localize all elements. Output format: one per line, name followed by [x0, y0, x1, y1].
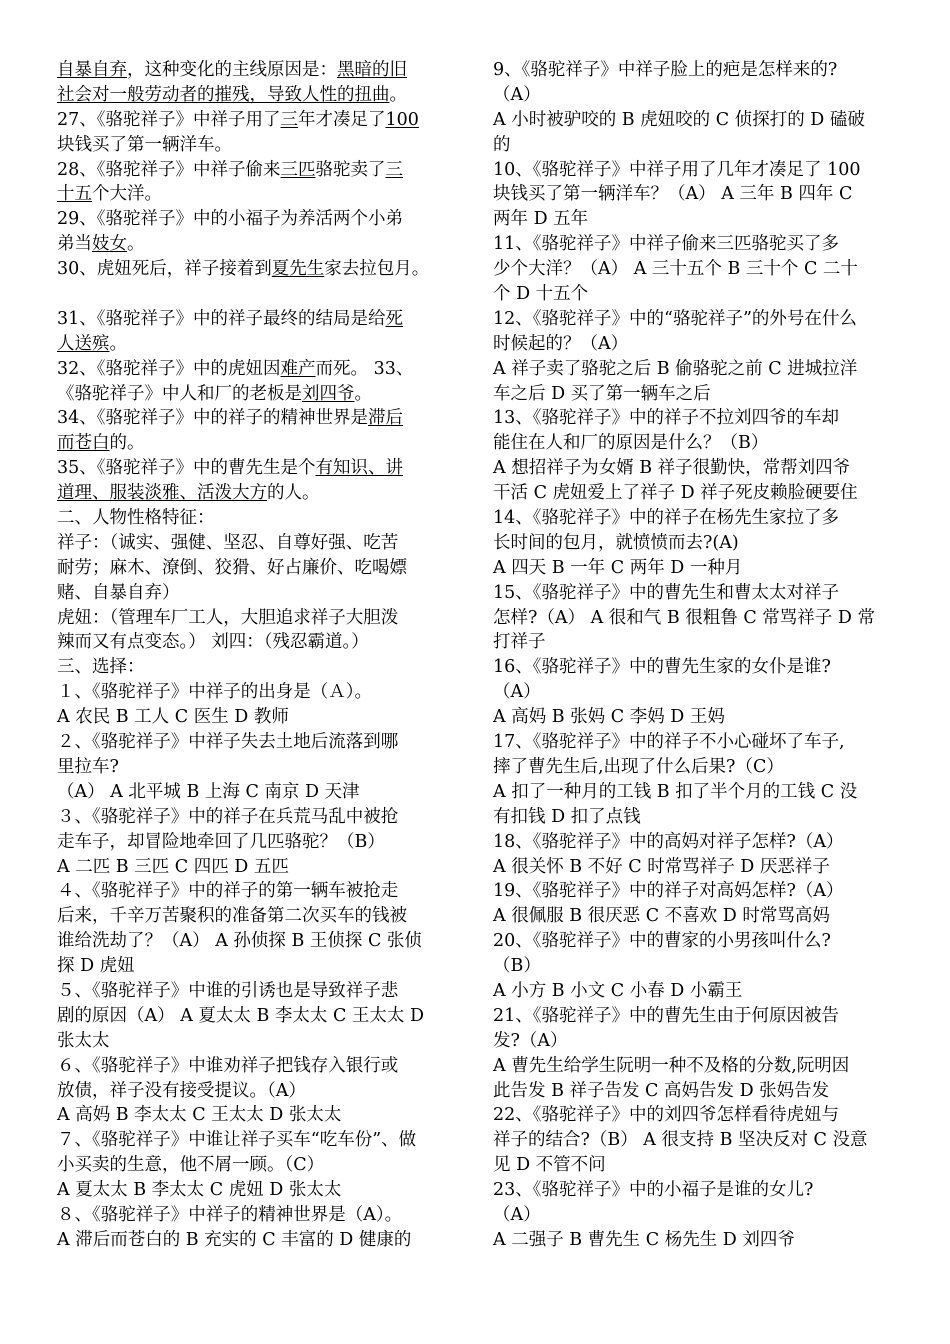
text-segment: 耐劳；麻木、潦倒、狡猾、好占廉价、吃喝嫖 [57, 557, 407, 578]
text-segment: 21、《骆驼祥子》中的曹先生由于何原因被告 [493, 1005, 840, 1026]
text-segment: ２、《骆驼祥子》中祥子失去土地后流落到哪 [57, 732, 399, 753]
text-segment: 。 [127, 234, 145, 255]
text-segment: 22、《骆驼祥子》中的刘四爷怎样看待虎妞与 [493, 1105, 840, 1126]
text-line [493, 58, 898, 83]
text-segment: 赌、自暴自弃） [57, 582, 180, 603]
text-segment: A 小方 B 小文 C 小春 D 小霸王 [493, 980, 743, 1001]
text-line [493, 904, 898, 929]
text-line [57, 1079, 462, 1104]
text-segment: （A） [493, 1204, 541, 1225]
underlined-answer: 100 [385, 109, 419, 130]
text-segment: 摔了曹先生后,出现了什么后果?（C） [493, 756, 784, 777]
right-column [493, 58, 898, 1253]
text-line [57, 830, 462, 855]
text-line [493, 108, 898, 133]
text-line [493, 406, 898, 431]
underlined-answer: 刘四爷 [302, 383, 355, 404]
text-line [57, 531, 462, 556]
text-segment: 少个大洋？（A） A 三十五个 B 三十个 C 二十 [493, 259, 858, 280]
text-segment: 二、人物性格特征： [57, 508, 215, 529]
text-line [57, 1004, 462, 1029]
text-segment: （A） A 北平城 B 上海 C 南京 D 天津 [57, 781, 360, 802]
underlined-answer: 社会对一般劳动者的摧残，导致人性的扭曲 [57, 84, 390, 105]
text-line [493, 805, 898, 830]
text-line [57, 431, 462, 456]
text-line [57, 506, 462, 531]
text-segment: 35、《骆驼祥子》中的曹先生是个 [57, 458, 316, 479]
text-line [493, 630, 898, 655]
text-line [493, 182, 898, 207]
text-segment: 走车子，却冒险地牵回了几匹骆驼？（B） [57, 831, 385, 852]
text-line [57, 282, 462, 307]
text-segment: ６、《骆驼祥子》中谁劝祥子把钱存入银行或 [57, 1055, 399, 1076]
text-line [493, 307, 898, 332]
text-segment: 有扣钱 D 扣了点钱 [493, 806, 641, 827]
text-segment: 车之后 D 买了第一辆车之后 [493, 383, 711, 404]
text-segment: 虎妞：（管理车厂工人，大胆追求祥子大胆泼 [57, 607, 399, 628]
text-line [57, 257, 462, 282]
text-line [57, 83, 462, 108]
text-segment: 14、《骆驼祥子》中的祥子在杨先生家拉了多 [493, 508, 840, 529]
underlined-answer: 妓女 [92, 234, 127, 255]
text-line [57, 1178, 462, 1203]
text-segment: 骆驼卖了 [315, 159, 386, 180]
text-line [493, 1103, 898, 1128]
left-column [57, 58, 462, 1253]
text-line [493, 1203, 898, 1228]
text-segment: A 扣了一种月的工钱 B 扣了半个月的工钱 C 没 [493, 781, 858, 802]
text-line [57, 879, 462, 904]
text-segment: A 想招祥子为女婿 B 祥子很勤快，常帮刘四爷 [493, 458, 851, 479]
text-segment: 。 [109, 333, 127, 354]
text-segment: 此告发 B 祥子告发 C 高妈告发 D 张妈告发 [493, 1080, 830, 1101]
text-line [493, 780, 898, 805]
text-line [57, 929, 462, 954]
text-segment: 后来，千辛万苦聚积的准备第二次买车的钱被 [57, 906, 407, 927]
text-segment: A 很佩服 B 很厌恶 C 不喜欢 D 时常骂高妈 [493, 906, 830, 927]
text-segment: 块钱买了第一辆洋车？（A） A 三年 B 四年 C [493, 184, 853, 205]
text-segment: A 高妈 B 李太太 C 王太太 D 张太太 [57, 1105, 342, 1126]
underlined-answer: 夏先生 [271, 259, 325, 280]
text-line [57, 730, 462, 755]
text-line [493, 655, 898, 680]
text-line [493, 357, 898, 382]
text-line [57, 954, 462, 979]
text-segment: 怎样?（A） A 很和气 B 很粗鲁 C 常骂祥子 D 常 [493, 607, 875, 628]
text-line [57, 705, 462, 730]
text-segment: 干活 C 虎妞爱上了祥子 D 祥子死皮赖脸硬要住 [493, 483, 858, 504]
text-line [493, 232, 898, 257]
text-segment: ４、《骆驼祥子》中的祥子的第一辆车被抢走 [57, 881, 399, 902]
text-segment: A 曹先生给学生阮明一种不及格的分数,阮明因 [493, 1055, 850, 1076]
text-line [57, 357, 462, 382]
text-line [493, 158, 898, 183]
underlined-answer: 十五 [57, 184, 92, 205]
text-segment: 10、《骆驼祥子》中祥子用了几年才凑足了 100 [493, 159, 861, 180]
text-segment: 《骆驼祥子》中人和厂的老板是 [57, 383, 302, 404]
text-segment: 32、《骆驼祥子》中的虎妞因 [57, 358, 281, 379]
text-line [57, 581, 462, 606]
text-segment: 19、《骆驼祥子》中的祥子对高妈怎样?（A） [493, 881, 844, 902]
text-segment: A 小时被驴咬的 B 虎妞咬的 C 侦探打的 D 磕破 [493, 109, 865, 130]
text-segment: ８、《骆驼祥子》中祥子的精神世界是（A）。 [57, 1204, 403, 1225]
text-line [493, 556, 898, 581]
text-line [57, 456, 462, 481]
underlined-answer: 道理、服装淡雅、活泼大方 [57, 483, 267, 504]
text-segment: A 农民 B 工人 C 医生 D 教师 [57, 707, 289, 728]
text-segment: 见 D 不管不问 [493, 1155, 606, 1176]
underlined-answer: 人送殡 [57, 333, 110, 354]
underlined-answer: 难产 [280, 358, 316, 379]
text-segment: 29、《骆驼祥子》中的小福子为养活两个小弟 [57, 209, 404, 230]
text-segment: ３、《骆驼祥子》中的祥子在兵荒马乱中被抢 [57, 806, 399, 827]
text-line [493, 929, 898, 954]
text-segment: A 四天 B 一年 C 两年 D 一种月 [493, 557, 743, 578]
text-line [57, 1054, 462, 1079]
text-segment: 30、虎妞死后，祥子接着到 [57, 259, 272, 280]
text-segment: 探 D 虎妞 [57, 956, 135, 977]
text-segment: １、《骆驼祥子》中祥子的出身是（Ａ）。 [57, 682, 372, 703]
text-segment: 张太太 [57, 1030, 110, 1051]
text-line [493, 1004, 898, 1029]
text-segment: （B） [493, 956, 541, 977]
text-segment: 谁给洗劫了？（A） A 孙侦探 B 王侦探 C 张侦 [57, 931, 422, 952]
text-segment: 16、《骆驼祥子》中的曹先生家的女仆是谁? [493, 657, 831, 678]
text-segment: 而死。 33、 [315, 358, 414, 379]
text-segment: 个大洋。 [92, 184, 162, 205]
text-line [57, 1103, 462, 1128]
text-line [493, 83, 898, 108]
text-segment: （A） [493, 682, 541, 703]
text-line [493, 257, 898, 282]
text-segment: 9、《骆驼祥子》中祥子脸上的疤是怎样来的? [493, 60, 838, 80]
text-line [57, 805, 462, 830]
text-line [493, 481, 898, 506]
underlined-answer: 滞后 [368, 408, 404, 429]
text-line [57, 1228, 462, 1253]
text-line [493, 207, 898, 232]
text-segment: A 二强子 B 曹先生 C 杨先生 D 刘四爷 [493, 1229, 795, 1250]
underlined-answer: 黑暗的旧 [337, 60, 407, 80]
text-segment: 年才凑足了 [298, 109, 386, 130]
text-segment: 两年 D 五年 [493, 209, 589, 230]
text-segment: 28、《骆驼祥子》中祥子偷来 [57, 159, 281, 180]
text-segment: 打祥子 [493, 632, 546, 653]
text-segment: 长时间的包月，就愤愤而去?(A) [493, 532, 739, 553]
text-segment: ７、《骆驼祥子》中谁让祥子买车“吃车份”、做 [57, 1130, 417, 1151]
text-line [493, 456, 898, 481]
text-segment: 15、《骆驼祥子》中的曹先生和曹太太对祥子 [493, 582, 840, 603]
text-line [493, 382, 898, 407]
text-segment: 祥子的结合?（B） A 很支持 B 坚决反对 C 没意 [493, 1130, 868, 1151]
text-line [493, 506, 898, 531]
text-line [493, 755, 898, 780]
text-segment: 31、《骆驼祥子》中的祥子最终的结局是给 [57, 308, 386, 329]
text-segment: 放债，祥子没有接受提议。（A） [57, 1080, 306, 1101]
text-line [57, 655, 462, 680]
text-line [57, 556, 462, 581]
text-line [57, 755, 462, 780]
text-segment: 祥子：（诚实、强健、坚忍、自尊好强、吃苦 [57, 532, 399, 553]
text-segment: 三、选择： [57, 657, 145, 678]
underlined-answer: 三 [385, 159, 404, 180]
text-segment: A 很关怀 B 不好 C 时常骂祥子 D 厌恶祥子 [493, 856, 830, 877]
text-segment: 时候起的？（A） [493, 333, 629, 354]
text-line [57, 406, 462, 431]
text-line [57, 630, 462, 655]
text-segment: 11、《骆驼祥子》中祥子偷来三匹骆驼买了多 [493, 234, 840, 255]
text-segment: ５、《骆驼祥子》中谁的引诱也是导致祥子悲 [57, 980, 399, 1001]
text-line [493, 531, 898, 556]
text-line [493, 133, 898, 158]
text-line [493, 705, 898, 730]
text-line [57, 182, 462, 207]
text-line [493, 1178, 898, 1203]
text-line [57, 307, 462, 332]
text-line [493, 979, 898, 1004]
text-line [57, 133, 462, 158]
text-line [493, 606, 898, 631]
text-line [57, 606, 462, 631]
text-segment: A 祥子卖了骆驼之后 B 偷骆驼之前 C 进城拉洋 [493, 358, 858, 379]
underlined-answer: 三匹 [280, 159, 316, 180]
text-segment: 12、《骆驼祥子》中的“骆驼祥子”的外号在什么 [493, 308, 857, 329]
text-line [57, 979, 462, 1004]
text-segment: 。 [354, 383, 372, 404]
text-line [57, 207, 462, 232]
text-line [493, 680, 898, 705]
text-segment: 辣而又有点变态。） 刘四：（残忍霸道。） [57, 632, 369, 653]
text-line [57, 1203, 462, 1228]
underlined-answer: 而苍白 [57, 433, 110, 454]
text-segment: （A） [493, 84, 541, 105]
text-line [57, 1128, 462, 1153]
text-line [493, 332, 898, 357]
text-segment: 发?（A） [493, 1030, 568, 1051]
text-line [57, 108, 462, 133]
text-line [493, 1079, 898, 1104]
text-line [493, 1054, 898, 1079]
text-line [493, 1029, 898, 1054]
text-segment: 20、《骆驼祥子》中的曹家的小男孩叫什么? [493, 931, 831, 952]
text-segment: 弟当 [57, 234, 92, 255]
text-segment: 小买卖的生意，他不屑一顾。（C） [57, 1155, 325, 1176]
text-segment: 剧的原因（A） A 夏太太 B 李太太 C 王太太 D [57, 1005, 424, 1026]
text-line [493, 1153, 898, 1178]
text-segment: 家去拉包月。 [324, 259, 430, 280]
text-segment: 34、《骆驼祥子》中的祥子的精神世界是 [57, 408, 369, 429]
text-line [57, 904, 462, 929]
text-segment: 13、《骆驼祥子》中的祥子不拉刘四爷的车却 [493, 408, 840, 429]
text-line [493, 581, 898, 606]
text-segment: 17、《骆驼祥子》中的祥子不小心碰坏了车子, [493, 732, 845, 753]
text-segment: 能住在人和厂的原因是什么？（B） [493, 433, 769, 454]
text-segment: A 滞后而苍白的 B 充实的 C 丰富的 D 健康的 [57, 1229, 412, 1250]
underlined-answer: 三 [280, 109, 299, 130]
text-segment: ，这种变化的主线原因是： [127, 60, 337, 80]
text-line [57, 58, 462, 83]
text-segment: 23、《骆驼祥子》中的小福子是谁的女儿? [493, 1180, 814, 1201]
text-line [493, 282, 898, 307]
text-segment: A 高妈 B 张妈 C 李妈 D 王妈 [493, 707, 725, 728]
underlined-answer: 死 [385, 308, 404, 329]
text-line [493, 830, 898, 855]
text-line [57, 332, 462, 357]
text-line [493, 954, 898, 979]
underlined-answer: 自暴自弃 [57, 60, 127, 80]
text-line [57, 158, 462, 183]
text-line [57, 1153, 462, 1178]
text-line [57, 382, 462, 407]
text-segment: 个 D 十五个 [493, 284, 589, 305]
text-segment: 的。 [109, 433, 145, 454]
text-segment: 块钱买了第一辆洋车。 [57, 134, 232, 155]
text-segment: 。 [389, 84, 407, 105]
text-segment: 27、《骆驼祥子》中祥子用了 [57, 109, 281, 130]
text-line [493, 1228, 898, 1253]
text-line [493, 879, 898, 904]
underlined-answer: 有知识、讲 [315, 458, 404, 479]
text-line [493, 431, 898, 456]
text-line [57, 1029, 462, 1054]
text-segment: 里拉车? [57, 756, 119, 777]
text-line [57, 481, 462, 506]
text-line [493, 855, 898, 880]
text-segment: A 夏太太 B 李太太 C 虎妞 D 张太太 [57, 1180, 342, 1201]
text-line [493, 1128, 898, 1153]
text-segment: 18、《骆驼祥子》中的高妈对祥子怎样?（A） [493, 831, 844, 852]
text-segment: 的 [493, 134, 511, 155]
text-segment: A 二匹 B 三匹 C 四匹 D 五匹 [57, 856, 289, 877]
text-line [57, 855, 462, 880]
text-line [57, 680, 462, 705]
text-line [57, 780, 462, 805]
text-segment: 的人。 [267, 483, 320, 504]
text-line [57, 232, 462, 257]
text-line [493, 730, 898, 755]
